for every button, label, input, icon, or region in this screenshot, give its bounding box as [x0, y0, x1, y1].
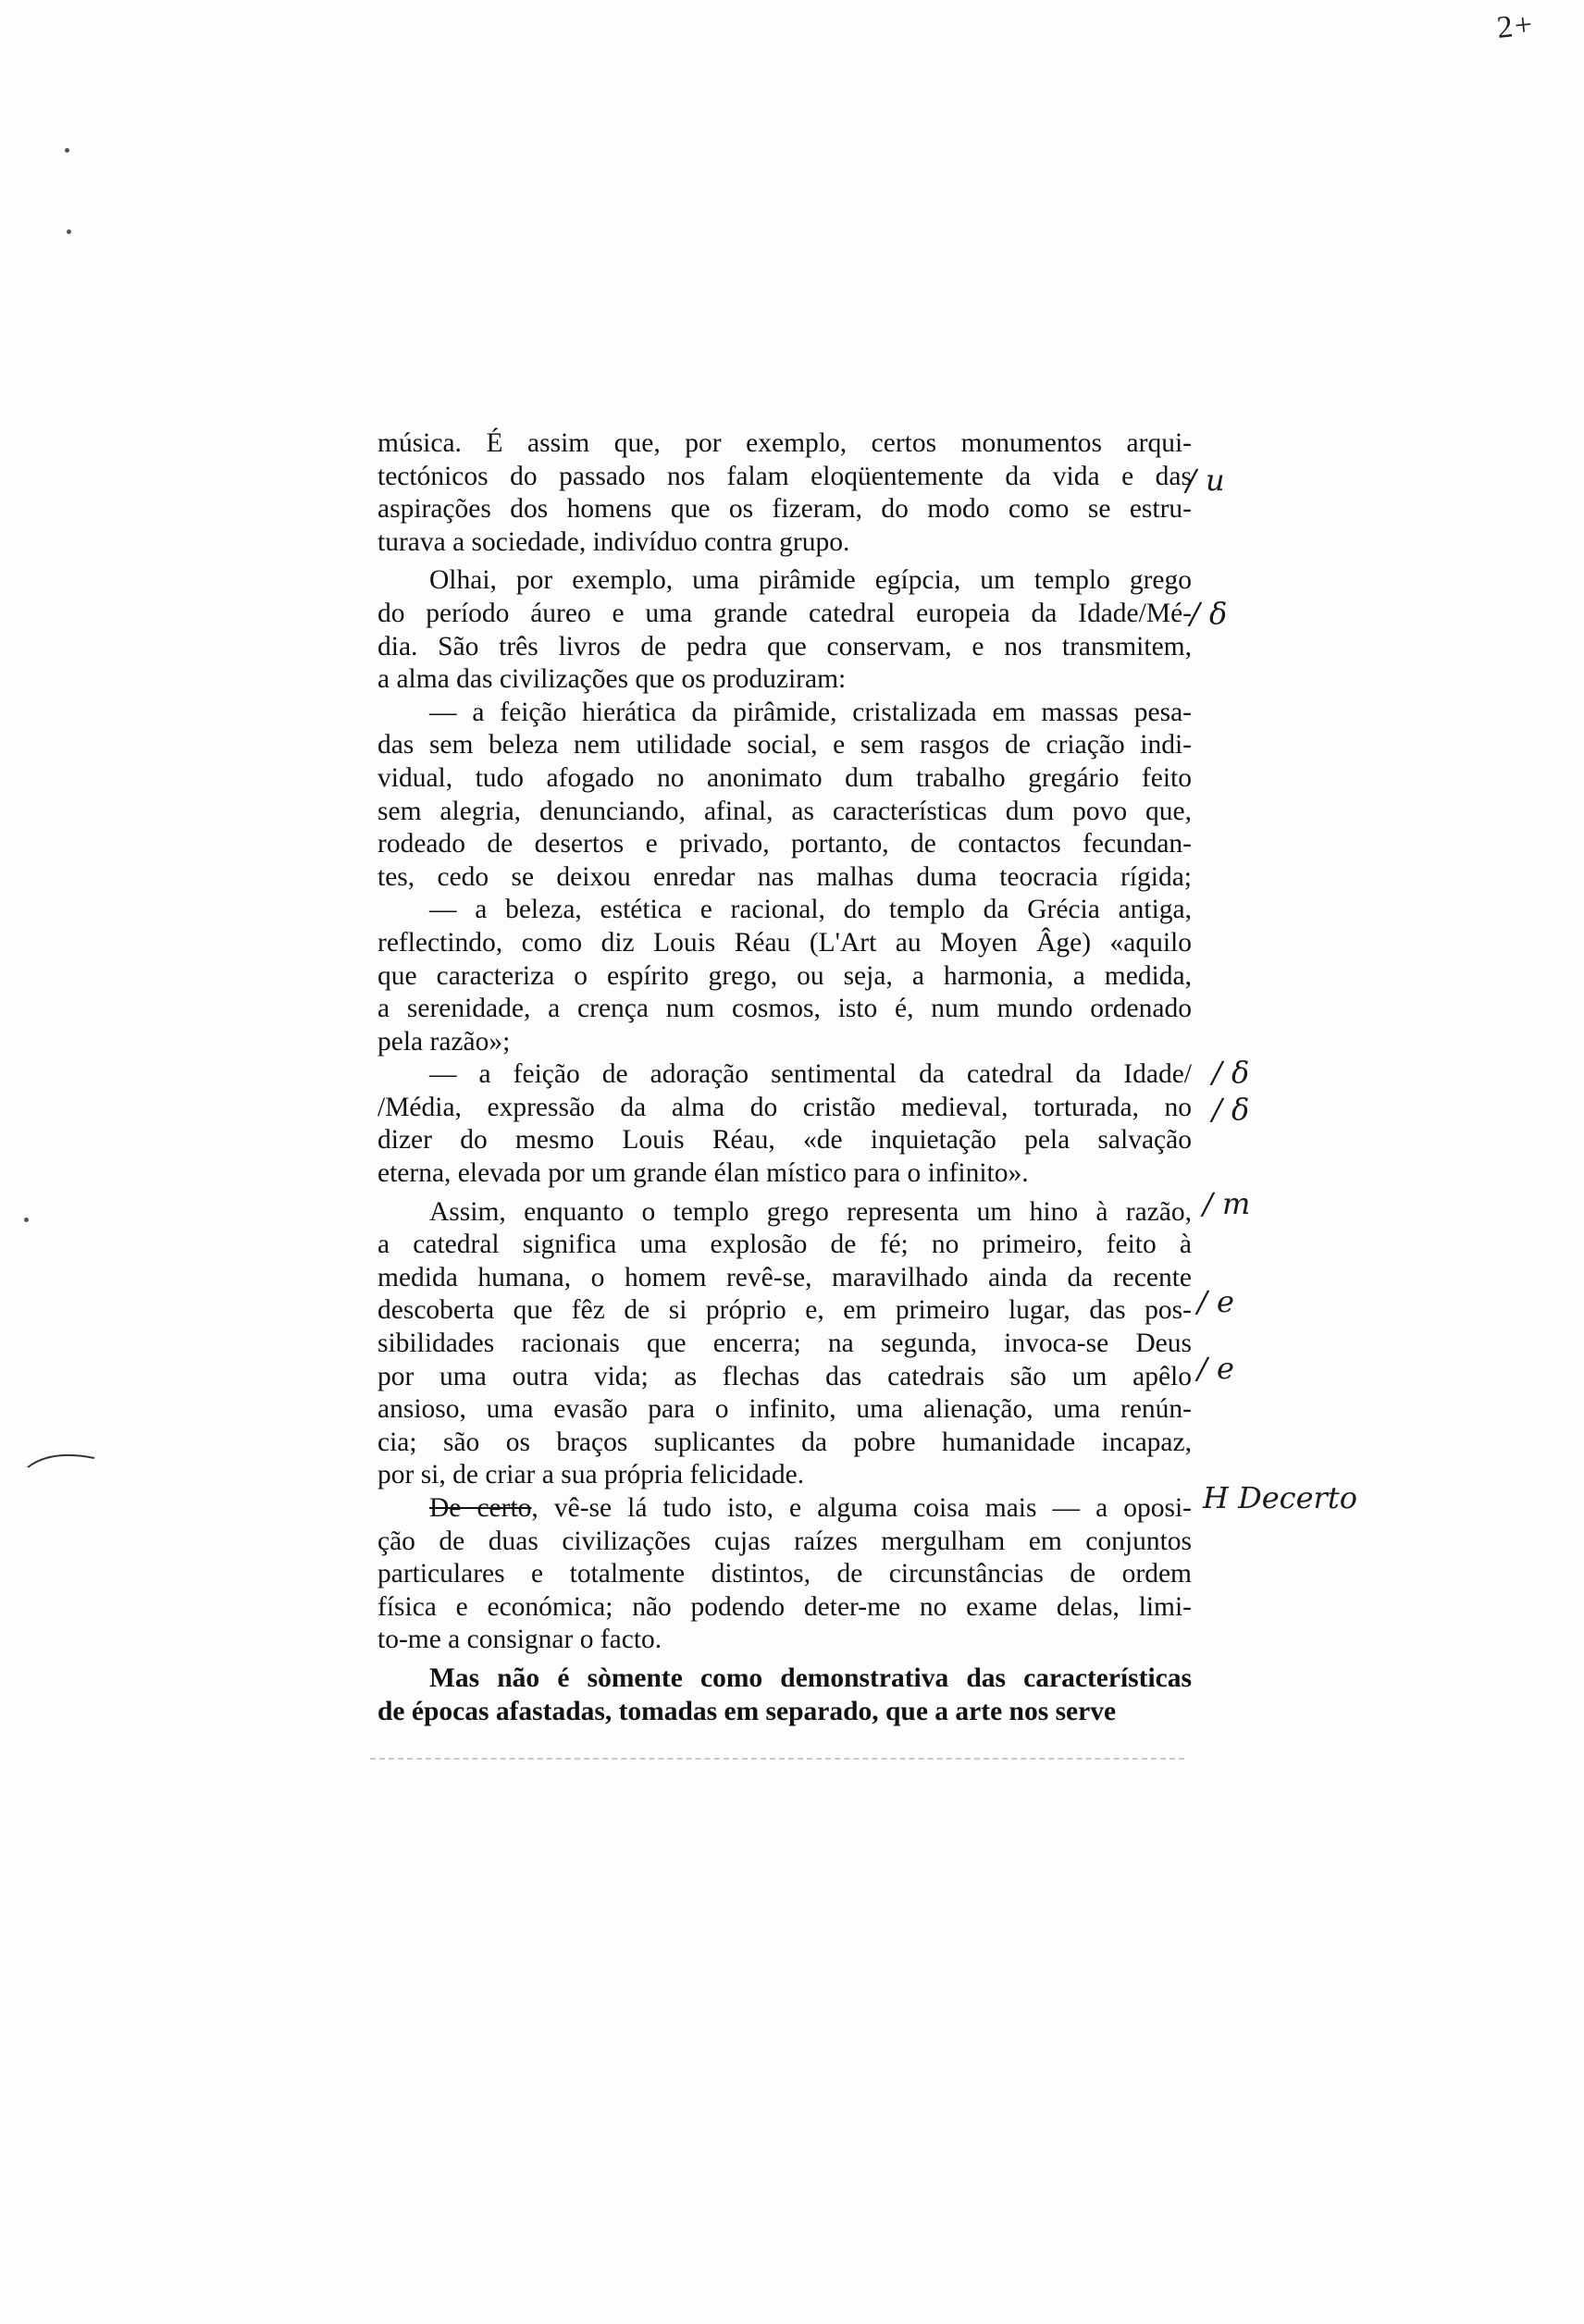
text-line: Olhai, por exemplo, uma pirâmide egípcia, um templo grego [429, 565, 1192, 596]
paragraph [377, 564, 1192, 696]
text-line: dizer do mesmo Louis Réau, «de inquietação pela salvação [377, 1125, 1192, 1156]
text-line: reflectindo, como diz Louis Réau (L'Art au Moyen Âge) «aquilo [377, 927, 1192, 958]
scan-mark [26, 1451, 100, 1473]
paragraph [377, 427, 1192, 559]
margin-note: / m [1203, 1186, 1251, 1221]
text-line: — a feição hierática da pirâmide, cristalizada em massas pesa- [429, 697, 1192, 727]
text-line: física e económica; não podendo deter-me no exame delas, limi- [377, 1591, 1192, 1622]
text-line: pela razão»; [377, 1026, 511, 1057]
text-line: sibilidades racionais que encerra; na segunda, invoca-se Deus [377, 1329, 1192, 1359]
text-line: rodeado de desertos e privado, portanto, de contactos fecundan- [377, 829, 1192, 859]
text-line: — a feição de adoração sentimental da catedral da Idade/ [429, 1059, 1192, 1090]
struck-word: De certo [429, 1493, 532, 1523]
text-line: particulares e totalmente distintos, de circunstâncias de ordem [377, 1559, 1192, 1589]
text-line: Mas não é sòmente como demonstrativa das características [429, 1663, 1192, 1693]
text-line: aspirações dos homens que os fizeram, do modo como se estru- [377, 494, 1192, 525]
text-line: do período áureo e uma grande catedral europeia da Idade/Mé- [377, 598, 1192, 628]
text-line: por si, de criar a sua própria felicidade. [377, 1460, 805, 1490]
text-line: sem alegria, denunciando, afinal, as características dum povo que, [377, 796, 1192, 826]
margin-note: / e [1197, 1351, 1234, 1386]
margin-note: / δ [1212, 1055, 1250, 1090]
margin-note: / e [1197, 1284, 1234, 1319]
text-line: música. É assim que, por exemplo, certos monumentos arqui- [377, 428, 1192, 458]
text-line: ção de duas civilizações cujas raízes mergulham em conjuntos [377, 1526, 1192, 1556]
text-line: descoberta que fêz de si próprio e, em primeiro lugar, das pos- [377, 1295, 1192, 1326]
text-line: a catedral significa uma explosão de fé; no primeiro, feito à [377, 1230, 1192, 1260]
body-text [377, 427, 1192, 1728]
text-line: de épocas afastadas, tomadas em separado, que a arte nos serve [377, 1696, 1117, 1726]
text-line: /Média, expressão da alma do cristão medieval, torturada, no [377, 1092, 1192, 1122]
margin-note: H Decerto [1203, 1480, 1357, 1515]
text-line: eterna, elevada por um grande élan místico para o infinito». [377, 1158, 1029, 1189]
text-line: por uma outra vida; as flechas das catedrais são um apêlo [377, 1361, 1192, 1391]
text-line: medida humana, o homem revê-se, maravilhado ainda da recente [377, 1262, 1192, 1292]
paragraph [377, 1492, 1192, 1657]
margin-note: / u [1186, 463, 1225, 498]
margin-note: / δ [1190, 596, 1228, 631]
text-line: ansioso, uma evasão para o infinito, uma alienação, uma renún- [377, 1394, 1192, 1425]
text-line: que caracteriza o espírito grego, ou seja, a harmonia, a medida, [377, 960, 1192, 991]
text-line: tes, cedo se deixou enredar nas malhas duma teocracia rígida; [377, 861, 1192, 892]
text-segment: , vê-se lá tudo isto, e alguma coisa mais — a oposi- [531, 1493, 1192, 1523]
text-line: dia. São três livros de pedra que conservam, e nos transmitem, [377, 631, 1192, 661]
scan-speck [24, 1218, 29, 1222]
text-line: to-me a consignar o facto. [377, 1625, 662, 1655]
text-line: vidual, tudo afogado no anonimato dum trabalho gregário feito [377, 762, 1192, 793]
paragraph [377, 1196, 1192, 1492]
paragraph [377, 1058, 1192, 1190]
text-line: tectónicos do passado nos falam eloqüentemente da vida e das [377, 461, 1192, 491]
text-line: Assim, enquanto o templo grego representa um hino à razão, [429, 1196, 1192, 1227]
paragraph [377, 1663, 1192, 1728]
paragraph [377, 894, 1192, 1058]
paragraph [377, 697, 1192, 895]
text-line: — a beleza, estética e racional, do templo da Grécia antiga, [429, 895, 1192, 925]
scan-speck [67, 229, 71, 234]
text-line: das sem beleza nem utilidade social, e sem rasgos de criação indi- [377, 730, 1192, 760]
text-line: a serenidade, a crença num cosmos, isto é, num mundo ordenado [377, 994, 1192, 1024]
bottom-rule [370, 1758, 1184, 1760]
text-line [377, 1492, 1192, 1526]
margin-note: / δ [1212, 1092, 1250, 1127]
text-line: a alma das civilizações que os produziram: [377, 664, 847, 695]
text-line: turava a sociedade, indivíduo contra grupo. [377, 526, 850, 557]
text-line: cia; são os braços suplicantes da pobre humanidade incapaz, [377, 1427, 1192, 1457]
scan-speck [65, 148, 69, 153]
page-number: 2+ [1495, 7, 1536, 46]
